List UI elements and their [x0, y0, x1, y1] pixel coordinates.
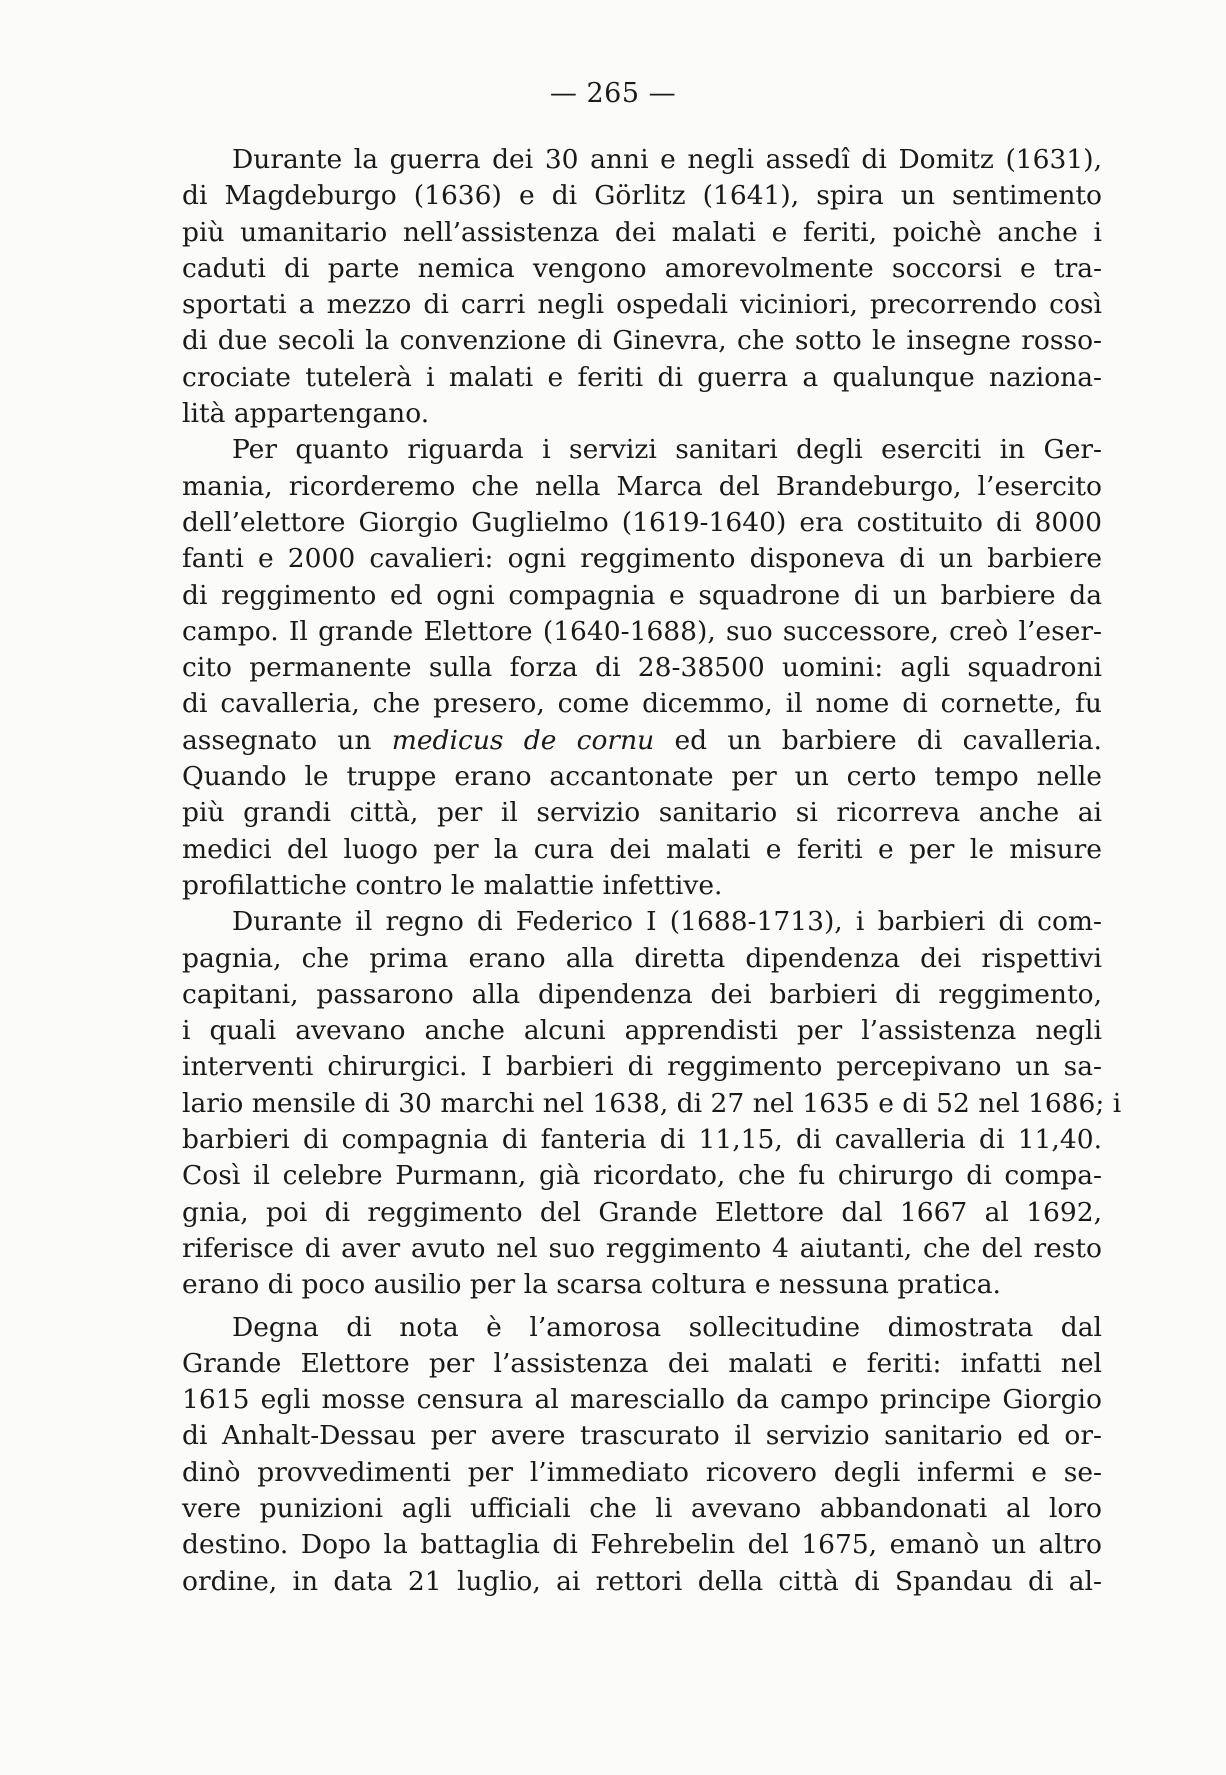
text-line: riferisce di aver avuto nel suo reggimento 4 aiutanti, che del resto [182, 1232, 1102, 1264]
text-line: profilattiche contro le malattie infettive. [182, 869, 723, 901]
text-line: lario mensile di 30 marchi nel 1638, di 27 nel 1635 e di 52 nel 1686; i [182, 1087, 1122, 1119]
text-line: medici del luogo per la cura dei malati e feriti e per le misure [182, 833, 1102, 865]
text-line: erano di poco ausilio per la scarsa coltura e nessuna pratica. [182, 1269, 1001, 1301]
text-line: 1615 egli mosse censura al maresciallo da campo principe Giorgio [182, 1384, 1102, 1416]
text-segment: ed un barbiere di cavalleria. [654, 724, 1102, 756]
text-line: caduti di parte nemica vengono amorevolmente soccorsi e tra- [182, 252, 1102, 284]
text-line: gnia, poi di reggimento del Grande Elettore dal 1667 al 1692, [182, 1196, 1102, 1228]
text-line: lità appartengano. [182, 398, 430, 430]
text-line: di due secoli la convenzione di Ginevra, che sotto le insegne rosso- [182, 325, 1102, 357]
text-segment: assegnato un [182, 724, 392, 756]
body-text [182, 142, 1122, 1600]
text-line: ordine, in data 21 luglio, ai rettori della città di Spandau di al- [182, 1565, 1102, 1597]
text-line: più grandi città, per il servizio sanitario si ricorreva anche ai [182, 797, 1102, 829]
text-line: vere punizioni agli ufficiali che li avevano abbandonati al loro [182, 1492, 1102, 1524]
paragraph [182, 432, 1102, 904]
text-line: crociate tutelerà i malati e feriti di guerra a qualunque naziona- [182, 361, 1102, 393]
text-line-with-italic [182, 723, 1102, 759]
text-line: fanti e 2000 cavalieri: ogni reggimento disponeva di un barbiere [182, 543, 1102, 575]
text-line: di Magdeburgo (1636) e di Görlitz (1641), spira un sentimento [182, 180, 1102, 212]
text-line: sportati a mezzo di carri negli ospedali viciniori, precorrendo così [182, 289, 1102, 321]
text-line: Per quanto riguarda i servizi sanitari degli eserciti in Ger- [232, 434, 1102, 466]
text-line: Durante il regno di Federico I (1688-1713), i barbieri di com- [232, 906, 1102, 938]
text-line: capitani, passarono alla dipendenza dei barbieri di reggimento, [182, 978, 1102, 1010]
text-line: Così il celebre Purmann, già ricordato, che fu chirurgo di compa- [182, 1160, 1102, 1192]
text-line: Degna di nota è l’amorosa sollecitudine dimostrata dal [232, 1311, 1102, 1343]
text-line: dell’elettore Giorgio Guglielmo (1619-1640) era costituito di 8000 [182, 506, 1102, 538]
text-line: cito permanente sulla forza di 28-38500 uomini: agli squadroni [182, 652, 1102, 684]
page-number: — 265 — [549, 78, 677, 109]
text-line: di reggimento ed ogni compagnia e squadrone di un barbiere da [182, 579, 1102, 611]
text-line: campo. Il grande Elettore (1640-1688), suo successore, creò l’eser- [182, 615, 1102, 647]
text-line: Durante la guerra dei 30 anni e negli assedî di Domitz (1631), [232, 144, 1102, 175]
text-line: Grande Elettore per l’assistenza dei malati e feriti: infatti nel [182, 1347, 1102, 1379]
text-line: di cavalleria, che presero, come dicemmo, il nome di cornette, fu [182, 688, 1102, 720]
paragraph [182, 142, 1102, 432]
text-line: Quando le truppe erano accantonate per un certo tempo nelle [182, 761, 1102, 793]
text-line: pagnia, che prima erano alla diretta dipendenza dei rispettivi [182, 942, 1102, 974]
text-line: barbieri di compagnia di fanteria di 11,15, di cavalleria di 11,40. [182, 1124, 1102, 1156]
text-line: interventi chirurgici. I barbieri di reggimento percepivano un sa- [182, 1051, 1102, 1083]
italic-term: medicus de cornu [391, 724, 655, 756]
text-line: dinò provvedimenti per l’immediato ricovero degli infermi e se- [182, 1456, 1102, 1488]
text-line: mania, ricorderemo che nella Marca del Brandeburgo, l’esercito [182, 470, 1102, 502]
text-line: i quali avevano anche alcuni apprendisti per l’assistenza negli [182, 1015, 1102, 1047]
paragraph [182, 1310, 1102, 1600]
text-line: più umanitario nell’assistenza dei malati e feriti, poichè anche i [182, 216, 1102, 248]
text-line: destino. Dopo la battaglia di Fehrebelin del 1675, emanò un altro [182, 1529, 1102, 1561]
paragraph [182, 904, 1122, 1303]
text-line: di Anhalt-Dessau per avere trascurato il servizio sanitario ed or- [182, 1420, 1102, 1452]
